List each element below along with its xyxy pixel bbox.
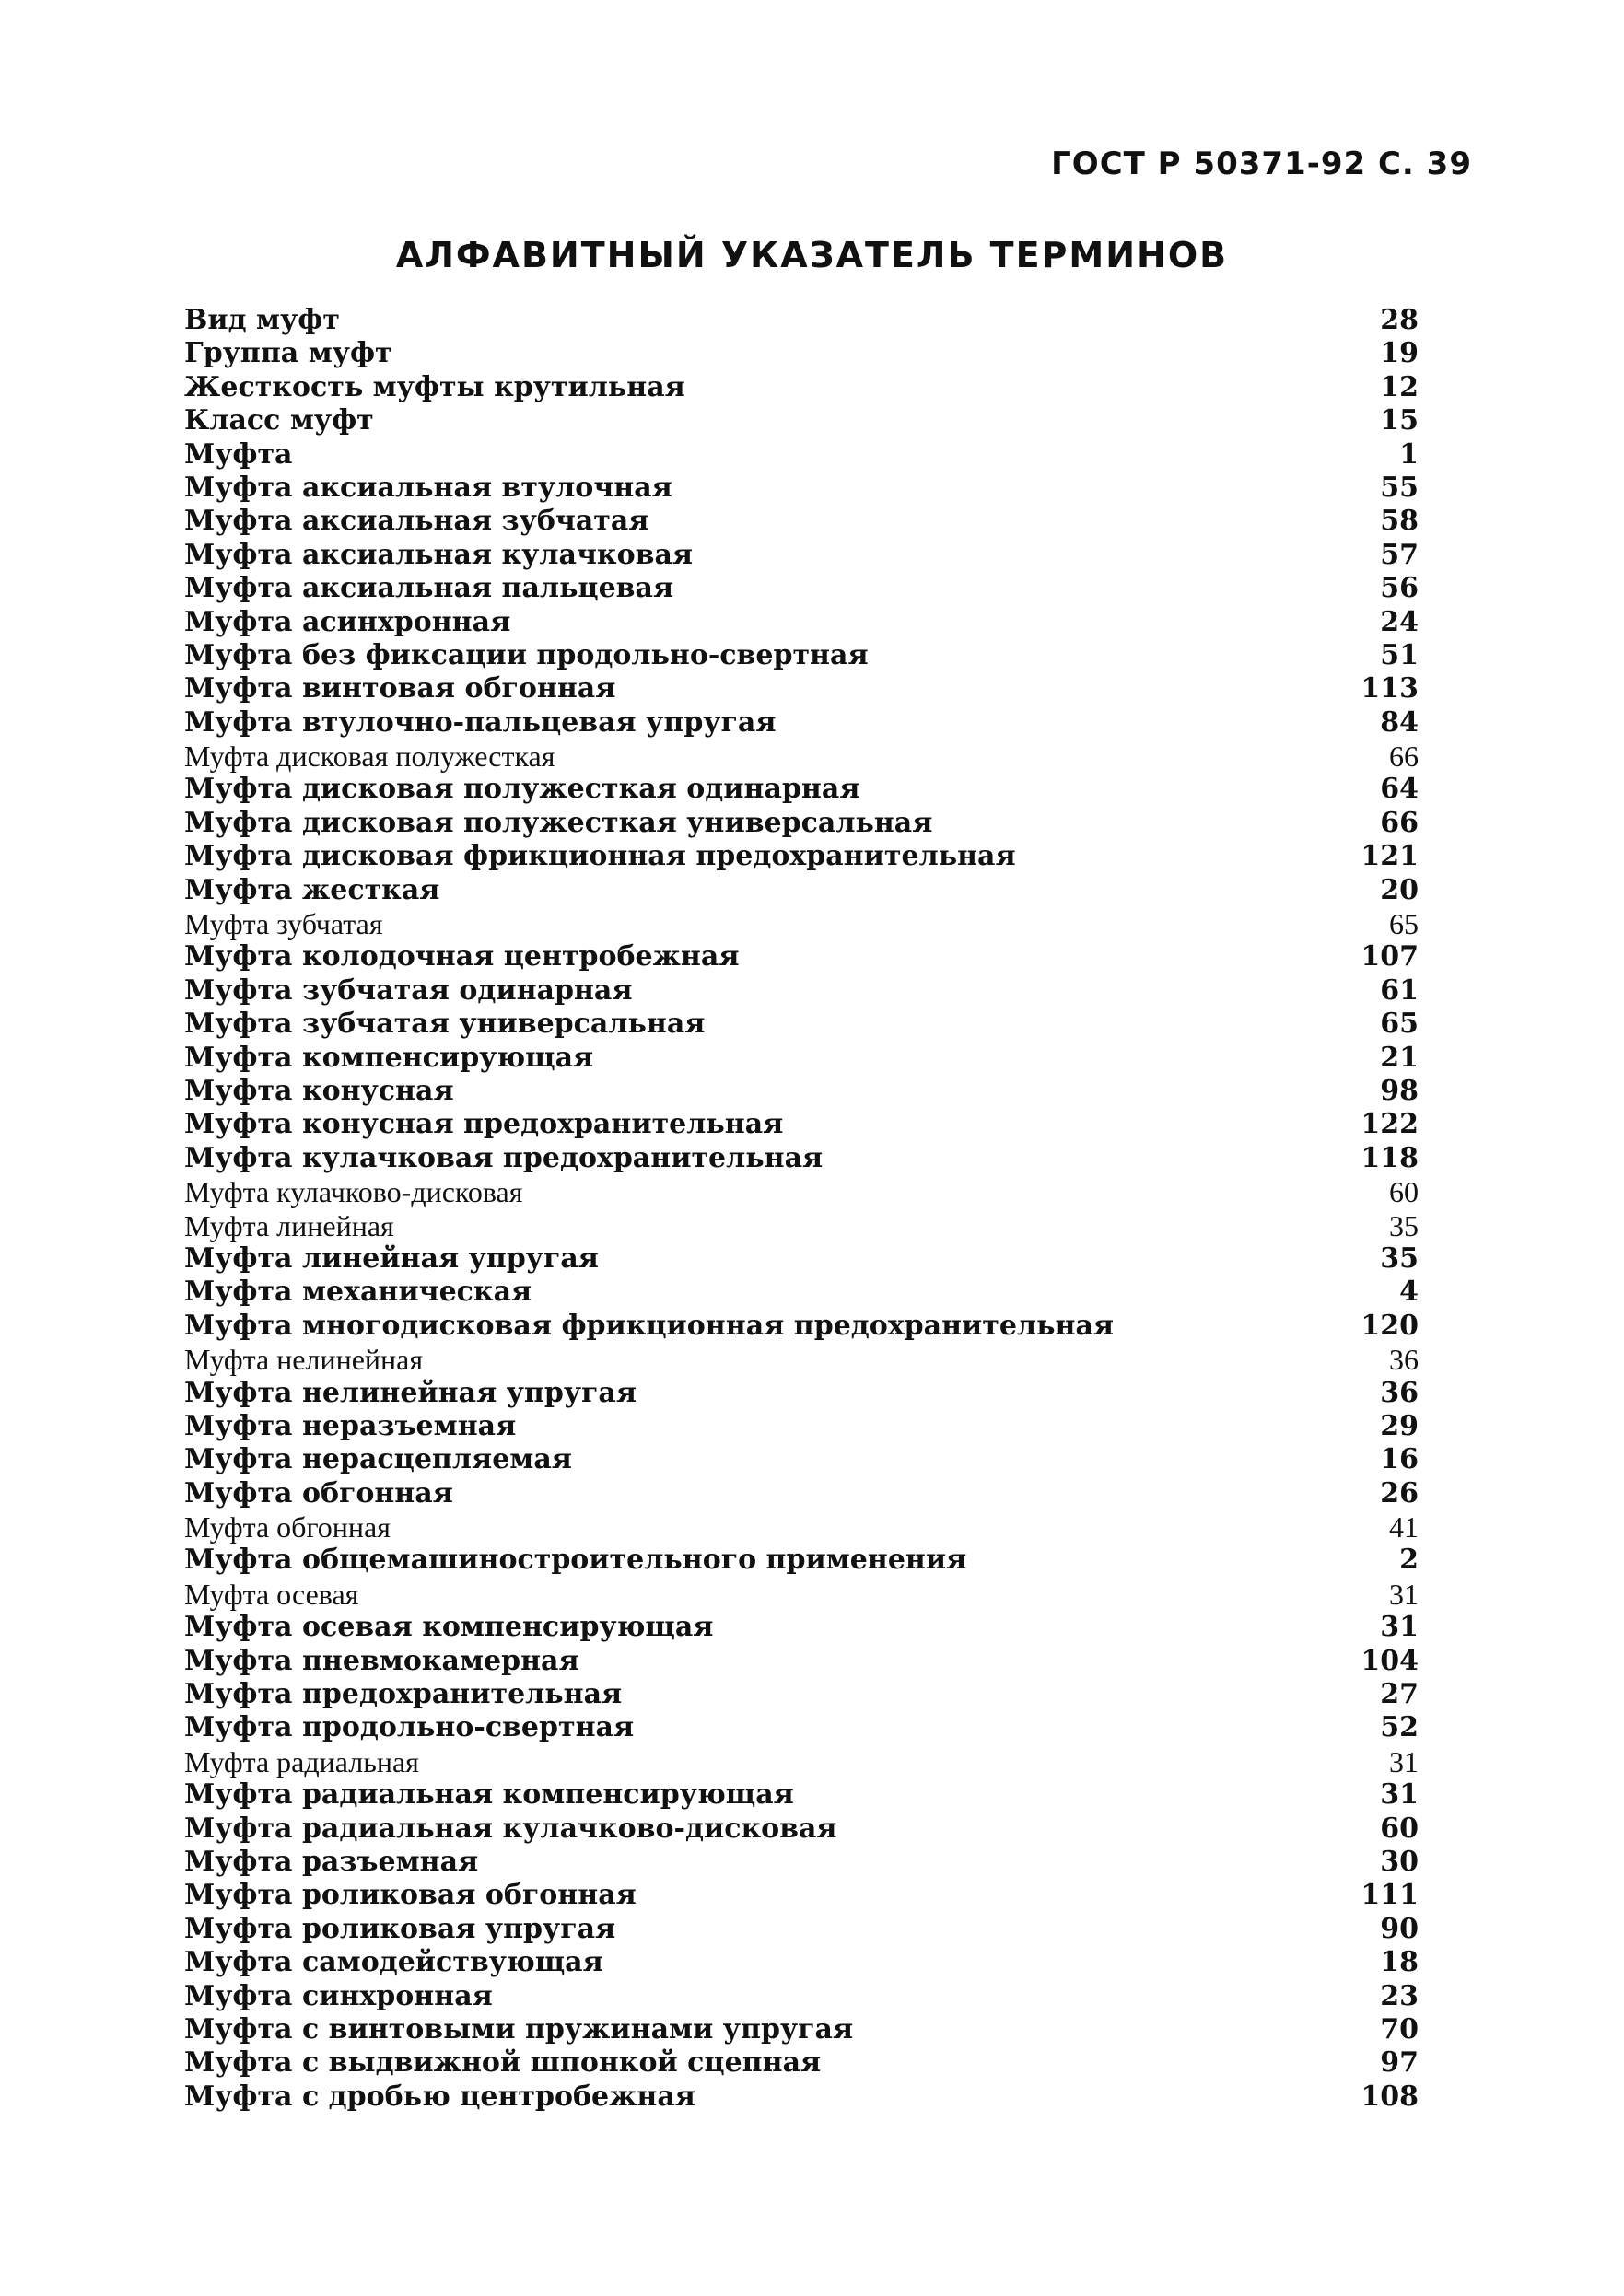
index-entry-number: 27 xyxy=(1380,1678,1419,1711)
index-entry xyxy=(184,1913,1419,1946)
index-entry-term: Муфта механическая xyxy=(184,1276,532,1309)
index-entry-number: 30 xyxy=(1380,1845,1419,1878)
index-entry-number: 21 xyxy=(1380,1041,1419,1074)
index-entry-number: 60 xyxy=(1389,1175,1419,1209)
index-entry-number: 66 xyxy=(1389,740,1419,774)
index-entry-number: 56 xyxy=(1380,572,1419,605)
index-entry-term: Муфта конусная xyxy=(184,1074,454,1107)
index-entry-term: Муфта без фиксации продольно-свертная xyxy=(184,638,869,671)
index-entry xyxy=(184,1477,1419,1510)
index-entry-term: Муфта пневмокамерная xyxy=(184,1644,579,1677)
index-entry xyxy=(184,472,1419,505)
index-entry xyxy=(184,438,1419,472)
index-entry-term: Муфта кулачково-дисковая xyxy=(184,1175,523,1209)
index-entry-term: Муфта осевая xyxy=(184,1577,359,1611)
index-entry xyxy=(184,371,1419,404)
index-entry xyxy=(184,572,1419,605)
index-entry xyxy=(184,1980,1419,2013)
index-entry-number: 1 xyxy=(1399,437,1419,471)
index-entry-term: Муфта дисковая полужесткая универсальная xyxy=(184,806,933,839)
index-entry xyxy=(184,807,1419,840)
index-entry-term: Муфта аксиальная кулачковая xyxy=(184,538,694,571)
index-entry-term: Муфта общемашиностроительного применения xyxy=(184,1544,967,1577)
index-entry xyxy=(184,1611,1419,1644)
index-title: АЛФАВИТНЫЙ УКАЗАТЕЛЬ ТЕРМИНОВ xyxy=(395,235,1229,275)
index-entry-number: 66 xyxy=(1380,806,1419,839)
index-entry-number: 104 xyxy=(1361,1644,1419,1677)
index-entry-term: Муфта линейная xyxy=(184,1208,394,1242)
index-entry-number: 65 xyxy=(1380,1008,1419,1041)
index-entry-term: Муфта с дробью центробежная xyxy=(184,2080,695,2113)
index-entry-term: Муфта асинхронная xyxy=(184,605,511,638)
index-entry-number: 58 xyxy=(1380,505,1419,538)
index-entry-term: Муфта радиальная компенсирующая xyxy=(184,1778,794,1812)
index-entry xyxy=(184,874,1419,907)
index-entry-number: 61 xyxy=(1380,973,1419,1007)
index-entry-term: Муфта предохранительная xyxy=(184,1678,623,1711)
index-entry xyxy=(184,1008,1419,1041)
index-entry-number: 31 xyxy=(1380,1611,1419,1644)
index-entry-number: 23 xyxy=(1380,1979,1419,2012)
index-entry-number: 26 xyxy=(1380,1476,1419,1509)
index-entry xyxy=(184,840,1419,873)
index-entry-number: 29 xyxy=(1380,1409,1419,1442)
index-entry-number: 84 xyxy=(1380,705,1419,739)
index-entry xyxy=(184,907,1419,940)
index-entry xyxy=(184,1879,1419,1912)
index-entry xyxy=(184,1946,1419,1979)
index-entry-term: Группа муфт xyxy=(184,337,392,370)
index-entry-number: 35 xyxy=(1380,1241,1419,1275)
index-entry-term: Муфта неразъемная xyxy=(184,1409,517,1442)
index-entry-term: Муфта осевая компенсирующая xyxy=(184,1611,714,1644)
index-entry xyxy=(184,1711,1419,1744)
index-entry xyxy=(184,1142,1419,1175)
index-entry-term: Муфта обгонная xyxy=(184,1510,391,1544)
index-entry xyxy=(184,1544,1419,1577)
index-entry-term: Муфта зубчатая универсальная xyxy=(184,1008,706,1041)
index-entry xyxy=(184,1175,1419,1208)
index-entry xyxy=(184,1510,1419,1544)
index-entry xyxy=(184,1745,1419,1778)
index-entry-term: Муфта зубчатая одинарная xyxy=(184,973,633,1007)
index-entry xyxy=(184,773,1419,806)
index-entry-number: 98 xyxy=(1380,1074,1419,1107)
index-entry-term: Муфта жесткая xyxy=(184,873,440,906)
index-entry xyxy=(184,606,1419,639)
index-entry-number: 57 xyxy=(1380,538,1419,571)
index-entry-number: 41 xyxy=(1389,1510,1419,1544)
index-entry-term: Муфта дисковая полужесткая xyxy=(184,740,555,774)
index-entry-term: Класс муфт xyxy=(184,404,374,437)
index-entry-number: 4 xyxy=(1399,1276,1419,1309)
index-entry-number: 121 xyxy=(1361,840,1419,873)
index-entry-number: 36 xyxy=(1389,1343,1419,1377)
index-entry xyxy=(184,1578,1419,1611)
index-entry-term: Муфта нелинейная xyxy=(184,1343,424,1377)
index-entry xyxy=(184,639,1419,672)
index-entry-number: 107 xyxy=(1361,940,1419,973)
index-entry xyxy=(184,974,1419,1008)
index-entry-number: 35 xyxy=(1389,1208,1419,1242)
index-entry xyxy=(184,740,1419,773)
index-entry-term: Муфта xyxy=(184,437,293,471)
index-entry-number: 70 xyxy=(1380,2012,1419,2045)
index-entry-number: 51 xyxy=(1380,638,1419,671)
index-entry-number: 52 xyxy=(1380,1711,1419,1744)
index-entry-term: Муфта роликовая упругая xyxy=(184,1912,616,1945)
index-entry xyxy=(184,1343,1419,1376)
index-entry-term: Муфта дисковая фрикционная предохранительная xyxy=(184,840,1016,873)
index-entry-term: Муфта втулочно-пальцевая упругая xyxy=(184,705,777,739)
index-entry-term: Муфта винтовая обгонная xyxy=(184,672,616,705)
index-entry-number: 60 xyxy=(1380,1812,1419,1845)
index-entry-term: Муфта многодисковая фрикционная предохранительная xyxy=(184,1309,1115,1342)
index-entry-term: Муфта нерасцепляемая xyxy=(184,1443,572,1476)
index-entry-number: 120 xyxy=(1361,1309,1419,1342)
index-entry-term: Муфта с выдвижной шпонкой сцепная xyxy=(184,2046,822,2080)
index-entry-term: Муфта компенсирующая xyxy=(184,1041,594,1074)
index-entry-number: 15 xyxy=(1380,404,1419,437)
index-entry-term: Муфта синхронная xyxy=(184,1979,493,2012)
index-entry-term: Муфта роликовая обгонная xyxy=(184,1879,637,1912)
index-entry-number: 2 xyxy=(1399,1544,1419,1577)
index-entry-number: 118 xyxy=(1361,1141,1419,1174)
index-entry xyxy=(184,1443,1419,1476)
index-entry-term: Муфта нелинейная упругая xyxy=(184,1376,637,1409)
index-entry-term: Муфта радиальная кулачково-дисковая xyxy=(184,1812,837,1845)
index-entry-number: 31 xyxy=(1389,1577,1419,1611)
index-entry xyxy=(184,1410,1419,1443)
index-entry-term: Муфта продольно-свертная xyxy=(184,1711,635,1744)
index-entry-term: Муфта аксиальная пальцевая xyxy=(184,572,674,605)
index-entry xyxy=(184,1209,1419,1242)
index-entry xyxy=(184,539,1419,572)
index-entry-number: 122 xyxy=(1361,1108,1419,1141)
index-entry-number: 111 xyxy=(1361,1879,1419,1912)
index-entry xyxy=(184,404,1419,437)
index-entry-number: 16 xyxy=(1380,1443,1419,1476)
index-entry xyxy=(184,672,1419,705)
index-entry-number: 20 xyxy=(1380,873,1419,906)
index-entry-term: Муфта колодочная центробежная xyxy=(184,940,740,973)
index-entry-number: 31 xyxy=(1389,1744,1419,1778)
index-entry-number: 90 xyxy=(1380,1912,1419,1945)
index-entry xyxy=(184,1778,1419,1812)
index-entry-number: 65 xyxy=(1389,907,1419,941)
index-entry-number: 12 xyxy=(1380,370,1419,403)
index-entry-term: Муфта линейная упругая xyxy=(184,1241,599,1275)
index-entry xyxy=(184,2080,1419,2114)
index-entries-list xyxy=(184,304,1419,2114)
index-entry xyxy=(184,706,1419,740)
index-entry xyxy=(184,1075,1419,1108)
index-entry xyxy=(184,337,1419,370)
index-entry xyxy=(184,1276,1419,1309)
index-entry-term: Муфта конусная предохранительная xyxy=(184,1108,784,1141)
index-entry xyxy=(184,304,1419,337)
index-entry xyxy=(184,1242,1419,1276)
index-entry-number: 97 xyxy=(1380,2046,1419,2080)
index-entry-number: 36 xyxy=(1380,1376,1419,1409)
index-entry-number: 28 xyxy=(1380,304,1419,336)
index-entry-term: Вид муфт xyxy=(184,304,340,336)
index-entry xyxy=(184,1310,1419,1343)
index-entry-number: 108 xyxy=(1361,2080,1419,2113)
index-entry-number: 113 xyxy=(1361,672,1419,705)
index-entry xyxy=(184,1812,1419,1846)
index-entry xyxy=(184,2046,1419,2080)
index-entry-number: 19 xyxy=(1380,337,1419,370)
index-entry-number: 31 xyxy=(1380,1778,1419,1812)
index-entry xyxy=(184,1678,1419,1711)
index-entry xyxy=(184,1377,1419,1410)
index-entry-term: Муфта дисковая полужесткая одинарная xyxy=(184,773,860,806)
index-entry xyxy=(184,1042,1419,1075)
index-entry-term: Муфта кулачковая предохранительная xyxy=(184,1141,824,1174)
index-entry-term: Муфта разъемная xyxy=(184,1845,479,1878)
index-entry-term: Муфта радиальная xyxy=(184,1744,419,1778)
index-entry xyxy=(184,2013,1419,2046)
index-entry xyxy=(184,1108,1419,1141)
index-entry-number: 55 xyxy=(1380,471,1419,504)
index-entry-term: Муфта самодействующая xyxy=(184,1946,603,1979)
index-entry-term: Муфта зубчатая xyxy=(184,907,383,941)
index-entry xyxy=(184,940,1419,973)
index-entry-number: 24 xyxy=(1380,605,1419,638)
index-entry xyxy=(184,505,1419,538)
running-head: ГОСТ Р 50371-92 С. 39 xyxy=(1051,146,1472,182)
index-entry-number: 18 xyxy=(1380,1946,1419,1979)
index-entry-term: Муфта с винтовыми пружинами упругая xyxy=(184,2012,854,2045)
index-entry-number: 64 xyxy=(1380,773,1419,806)
index-entry-term: Муфта обгонная xyxy=(184,1476,453,1509)
index-entry-term: Муфта аксиальная зубчатая xyxy=(184,505,649,538)
index-entry xyxy=(184,1846,1419,1879)
index-entry-term: Муфта аксиальная втулочная xyxy=(184,471,672,504)
index-entry xyxy=(184,1645,1419,1678)
index-entry-term: Жесткость муфты крутильная xyxy=(184,370,685,403)
